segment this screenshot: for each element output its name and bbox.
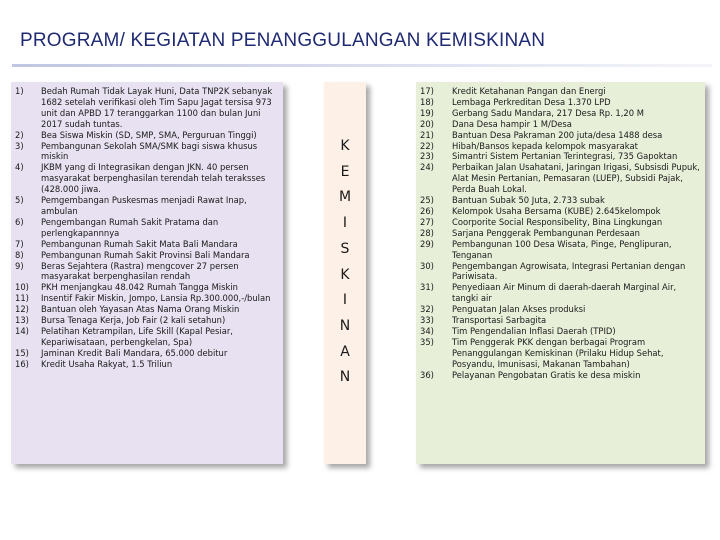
program-item [420, 239, 701, 261]
program-item-text: Insentif Fakir Miskin, Jompo, Lansia Rp.300.000,-/bulan [41, 293, 271, 304]
program-item-number: 27) [420, 216, 434, 227]
program-item-text: PKH menjangkau 48.042 Rumah Tangga Miskin [41, 282, 238, 293]
program-item-number: 13) [15, 315, 29, 326]
program-item [15, 86, 279, 130]
program-item-text: Hibah/Bansos kepada kelompok masyarakat [452, 140, 638, 151]
program-item-number: 22) [420, 140, 434, 151]
program-item-text: Bursa Tenaga Kerja, Job Fair (2 kali setahun) [41, 315, 226, 326]
program-item [420, 141, 701, 152]
program-item-text: Pembangunan Sekolah SMA/SMK bagi siswa khusus miskin [41, 140, 258, 162]
program-item-number: 2) [15, 129, 24, 140]
program-item-number: 23) [420, 151, 434, 162]
program-item [420, 119, 701, 130]
program-item [420, 304, 701, 315]
right-program-panel [416, 82, 705, 464]
program-item [420, 206, 701, 217]
program-item-number: 6) [15, 216, 24, 227]
program-item [420, 261, 701, 283]
program-item [420, 162, 701, 195]
program-item-number: 9) [15, 260, 24, 271]
program-item-text: Kelompok Usaha Bersama (KUBE) 2.645kelompok [452, 205, 661, 216]
program-item-number: 11) [15, 293, 29, 304]
program-item [420, 108, 701, 119]
program-item-number: 20) [420, 118, 434, 129]
program-item-number: 4) [15, 162, 24, 173]
program-item [15, 239, 279, 250]
program-item-number: 16) [15, 358, 29, 369]
program-item [420, 315, 701, 326]
slide-title: PROGRAM/ KEGIATAN PENANGGULANGAN KEMISKINAN [20, 30, 546, 51]
kemiskinan-letter: K [340, 266, 350, 283]
program-item-number: 7) [15, 238, 24, 249]
program-item [420, 337, 701, 370]
program-item-text: Pelatihan Ketrampilan, Life Skill (Kapal Pesiar, Kepariwisataan, perbengkelan, Spa) [41, 325, 233, 347]
program-item [420, 151, 701, 162]
program-item-text: Jaminan Kredit Bali Mandara, 65.000 debitur [41, 347, 228, 358]
program-item-text: Lembaga Perkreditan Desa 1.370 LPD [452, 96, 611, 107]
kemiskinan-letter: I [342, 292, 348, 309]
right-program-list [420, 86, 701, 380]
program-item-number: 5) [15, 195, 24, 206]
program-item-number: 32) [420, 304, 434, 315]
program-item-number: 36) [420, 369, 434, 380]
title-divider [12, 64, 712, 67]
program-item-text: Pembangunan Rumah Sakit Mata Bali Mandara [41, 238, 238, 249]
program-item [15, 348, 279, 359]
program-item [15, 141, 279, 163]
program-item [15, 326, 279, 348]
program-item-number: 14) [15, 325, 29, 336]
program-item-number: 15) [15, 347, 29, 358]
kemiskinan-letter: E [340, 163, 350, 180]
program-item-text: JKBM yang di Integrasikan dengan JKN. 40 persen masyarakat berpenghasilan terendah telah teraksses (428.000 jiwa. [41, 162, 266, 195]
program-item-text: Bantuan Desa Pakraman 200 juta/desa 1488 desa [452, 129, 663, 140]
left-program-panel [11, 82, 283, 464]
program-item-number: 21) [420, 129, 434, 140]
program-item-text: Pembangunan 100 Desa Wisata, Pinge, Penglipuran, Tenganan [452, 238, 672, 260]
program-item [420, 86, 701, 97]
program-item [420, 282, 701, 304]
left-program-list [15, 86, 279, 370]
program-item [15, 359, 279, 370]
program-item-text: Coorporite Social Responsibelity, Bina Lingkungan [452, 216, 663, 227]
kemiskinan-letter: A [340, 343, 350, 360]
program-item-text: Pengembangan Rumah Sakit Pratama dan perlengkapannnya [41, 216, 219, 238]
program-item-text: Pemgembangan Puskesmas menjadi Rawat Inap, ambulan [41, 195, 247, 216]
program-item-text: Sarjana Penggerak Pembangunan Perdesaan [452, 227, 640, 238]
program-item [15, 261, 279, 283]
kemiskinan-letter: I [342, 215, 348, 232]
program-item-text: Penguatan Jalan Akses produksi [452, 304, 586, 315]
program-item [420, 130, 701, 141]
program-item-text: Dana Desa hampir 1 M/Desa [452, 118, 572, 129]
program-item-number: 28) [420, 227, 434, 238]
program-item-text: Tim Pengendalian Inflasi Daerah (TPID) [452, 325, 616, 336]
program-item-number: 19) [420, 107, 434, 118]
program-item-number: 30) [420, 260, 434, 271]
program-item-number: 29) [420, 238, 434, 249]
program-item [420, 97, 701, 108]
program-item-text: Bea Siswa Miskin (SD, SMP, SMA, Perguruan Tinggi) [41, 129, 257, 140]
program-item-number: 24) [420, 162, 434, 173]
program-item-text: Simantri Sistem Pertanian Terintegrasi, 735 Gapoktan [452, 151, 678, 162]
program-item-text: Kredit Usaha Rakyat, 1.5 Triliun [41, 358, 173, 369]
program-item [15, 217, 279, 239]
program-item [15, 130, 279, 141]
program-item-text: Pelayanan Pengobatan Gratis ke desa miskin [452, 369, 641, 380]
program-item [15, 162, 279, 195]
program-item-text: Tim Penggerak PKK dengan berbagai Program Penanggulangan Kemiskinan (Prilaku Hidup Sehat, Posyandu, Imunisasi, Makanan Tambahan) [452, 336, 664, 369]
program-item-number: 31) [420, 282, 434, 293]
program-item-text: Bantuan oleh Yayasan Atas Nama Orang Miskin [41, 304, 240, 315]
program-item-text: Bantuan Subak 50 Juta, 2.733 subak [452, 195, 605, 206]
program-item [420, 370, 701, 381]
program-item [15, 315, 279, 326]
program-item-text: Beras Sejahtera (Rastra) mengcover 27 persen masyarakat berpenghasilan rendah [41, 260, 239, 282]
program-item-text: Gerbang Sadu Mandara, 217 Desa Rp. 1,20 M [452, 107, 644, 118]
program-item-number: 25) [420, 195, 434, 206]
program-item [420, 326, 701, 337]
program-item [15, 195, 279, 217]
program-item-number: 8) [15, 249, 24, 260]
program-item [15, 250, 279, 261]
program-item-number: 12) [15, 304, 29, 315]
program-item-number: 10) [15, 282, 29, 293]
program-item-number: 33) [420, 315, 434, 326]
program-item-text: Penyediaan Air Minum di daerah-daerah Marginal Air, tangki air [452, 282, 677, 304]
program-item [420, 195, 701, 206]
program-item-number: 17) [420, 86, 434, 96]
kemiskinan-letter: K [340, 138, 350, 154]
program-item-text: Pembangunan Rumah Sakit Provinsi Bali Mandara [41, 249, 250, 260]
program-item-number: 1) [15, 86, 24, 96]
program-item-text: Perbaikan Jalan Usahatani, Jaringan Irigasi, Subsisdi Pupuk, Alat Mesin Pertanian, Pemasaran (LUEP), Subsidi Pajak, Perda Buah Lokal. [452, 162, 700, 195]
program-item-text: Pengembangan Agrowisata, Integrasi Pertanian dengan Pariwisata. [452, 260, 686, 282]
kemiskinan-letter: S [340, 240, 350, 257]
program-item-number: 35) [420, 336, 434, 347]
program-item-text: Kredit Ketahanan Pangan dan Energi [452, 86, 606, 96]
program-item-text: Transportasi Sarbagita [452, 315, 547, 326]
program-item-text: Bedah Rumah Tidak Layak Huni, Data TNP2K sebanyak 1682 setelah verifikasi oleh Tim Sapu Jagat tersisa 973 unit dan APBD 17 teranggarkan 1100 dan bulan Juni 2017 sudah tuntas. [41, 86, 273, 129]
program-item [420, 228, 701, 239]
kemiskinan-letter: M [338, 189, 352, 206]
program-item [15, 293, 279, 304]
kemiskinan-letter: N [339, 317, 351, 334]
kemiskinan-letters [324, 134, 366, 391]
program-item-number: 18) [420, 96, 434, 107]
program-item-number: 26) [420, 205, 434, 216]
program-item-number: 3) [15, 140, 24, 151]
kemiskinan-letter-panel [324, 82, 366, 464]
program-item [420, 217, 701, 228]
program-item [15, 304, 279, 315]
program-item-number: 34) [420, 325, 434, 336]
program-item [15, 282, 279, 293]
kemiskinan-letter: N [339, 369, 351, 386]
